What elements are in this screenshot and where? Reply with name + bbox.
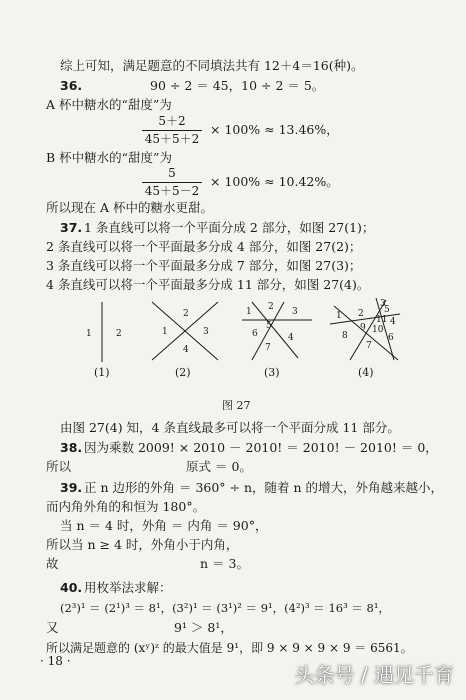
region-label: 2 (268, 302, 274, 312)
text-line: 所以当 n ≥ 4 时，外角小于内角， (46, 537, 239, 552)
region-label: 8 (342, 331, 348, 341)
text-line: 4 条直线可以将一个平面最多分成 11 部分，如图 27(4)。 (46, 277, 370, 292)
region-label: 3 (203, 327, 209, 337)
text-line: n ＝ 3。 (200, 556, 249, 571)
text-line: 由图 27(4) 知，4 条直线最多可以将一个平面分成 11 部分。 (60, 420, 400, 435)
text-line: 故 (46, 556, 59, 571)
region-label: 1 (336, 311, 342, 321)
region-label: 9 (360, 323, 366, 333)
fraction-numerator: 5 (168, 166, 176, 180)
fraction-denominator: 45＋5＋2 (144, 132, 200, 146)
text-line: 而内角外角的和恒为 180°。 (46, 499, 206, 514)
watermark: 头条号 / 遇见千育 (294, 663, 454, 687)
region-label: 1 (162, 327, 168, 337)
page-number: · 18 · (40, 654, 71, 668)
text-line: (2³)¹ ＝ (2¹)³ ＝ 8¹，(3²)¹ ＝ (3¹)² ＝ 9¹，(4²)³ ＝ 16³ ＝ 8¹， (60, 601, 390, 615)
text-line: A 杯中糖水的“甜度”为 (46, 97, 172, 112)
text-line: × 100% ≈ 10.42%。 (210, 174, 339, 189)
region-label: 2 (116, 329, 122, 339)
region-label: 4 (390, 317, 396, 327)
fraction-denominator: 45＋5－2 (144, 184, 200, 198)
text-line: 所以现在 A 杯中的糖水更甜。 (46, 200, 213, 215)
region-label: 2 (183, 309, 189, 319)
region-label: 5 (384, 305, 390, 315)
fraction (142, 114, 202, 147)
text-line: 原式 ＝ 0。 (186, 459, 252, 474)
text-line: 90 ÷ 2 ＝ 45，10 ÷ 2 ＝ 5。 (150, 78, 325, 93)
figure-caption: (1) (94, 366, 110, 379)
region-label: 11 (376, 315, 388, 325)
region-label: 10 (372, 325, 384, 335)
fraction-numerator: 5＋2 (158, 114, 186, 128)
text-line: 正 n 边形的外角 ＝ 360° ÷ n，随着 n 的增大，外角越来越小， (84, 480, 444, 495)
problem-number: 37. (60, 220, 83, 235)
region-label: 4 (288, 333, 294, 343)
text-line: 9¹ ＞ 8¹， (174, 620, 233, 635)
text-line: 因为乘数 2009! × 2010 － 2010! ＝ 2010! － 2010! ＝ 0， (84, 440, 438, 455)
problem-number: 39. (60, 480, 83, 495)
text-line: B 杯中糖水的“甜度”为 (46, 150, 172, 165)
region-label: 7 (265, 343, 271, 353)
problem-number: 38. (60, 440, 83, 455)
fraction (142, 166, 202, 199)
figure-27 (0, 296, 466, 396)
text-line: 用枚举法求解： (84, 580, 172, 595)
region-label: 5 (266, 321, 272, 331)
figure-caption: (3) (264, 366, 280, 379)
region-label: 3 (380, 299, 386, 309)
text-line: 2 条直线可以将一个平面最多分成 4 部分，如图 27(2)； (46, 239, 362, 254)
region-label: 6 (388, 333, 394, 343)
figure-title: 图 27 (222, 399, 251, 412)
figure-caption: (2) (175, 366, 191, 379)
text-line: 3 条直线可以将一个平面最多分成 7 部分，如图 27(3)； (46, 258, 362, 273)
region-label: 6 (252, 329, 258, 339)
region-label: 3 (292, 307, 298, 317)
text-line: × 100% ≈ 13.46%， (210, 122, 339, 137)
figure-caption: (4) (358, 366, 374, 379)
text-line: 又 (46, 620, 59, 635)
region-label: 1 (246, 307, 252, 317)
text-line: 所以 (46, 459, 72, 474)
region-label: 1 (86, 329, 92, 339)
region-label: 2 (358, 309, 364, 319)
region-label: 4 (183, 345, 189, 355)
text-line: 所以满足题意的 (xʸ)ᶻ 的最大值是 9¹，即 9 × 9 × 9 × 9 ＝ 6561。 (46, 641, 413, 655)
text-line: 1 条直线可以将一个平面分成 2 部分，如图 27(1)； (84, 220, 375, 235)
problem-number: 40. (60, 580, 83, 595)
region-label: 7 (366, 341, 372, 351)
problem-number: 36. (60, 78, 83, 93)
text-line: 当 n ＝ 4 时，外角 ＝ 内角 ＝ 90°， (60, 518, 268, 533)
text-line: 综上可知，满足题意的不同填法共有 12＋4＝16(种)。 (60, 58, 364, 73)
